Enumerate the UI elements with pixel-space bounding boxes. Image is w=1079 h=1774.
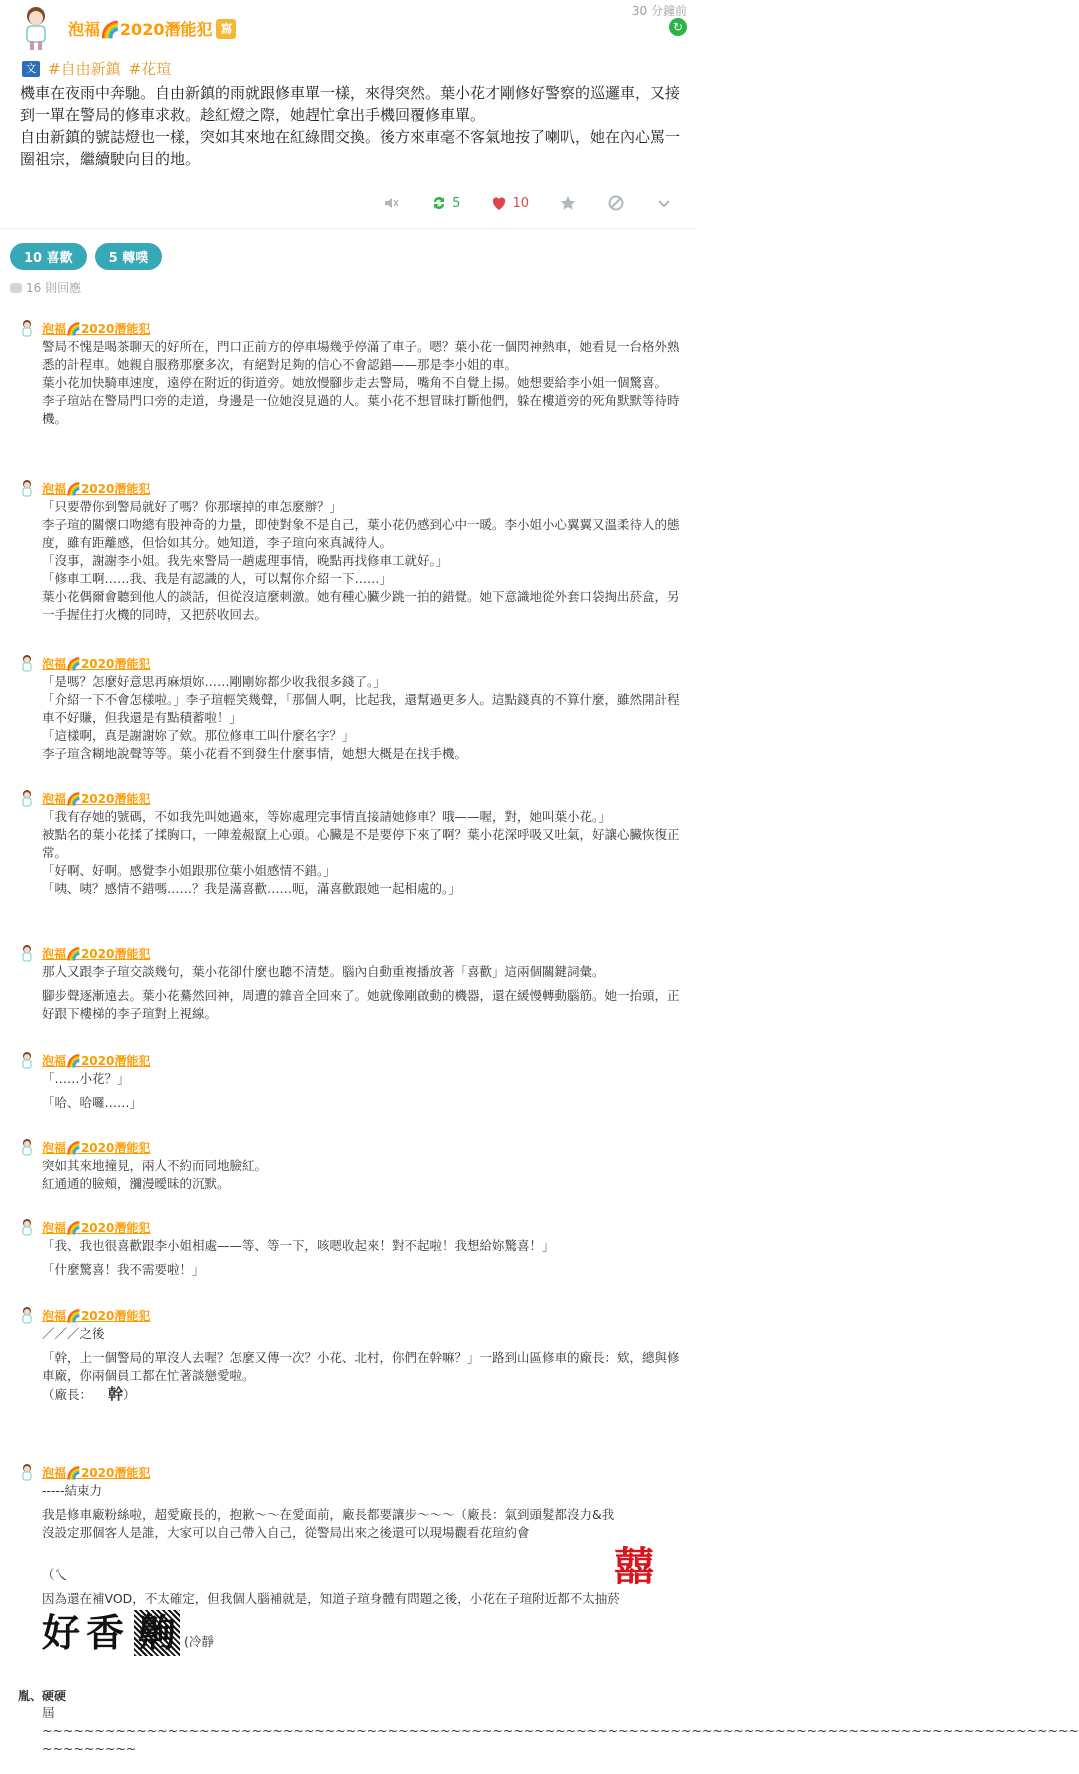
reply-body: [42, 1157, 688, 1193]
reply-body: [42, 1482, 688, 1656]
refresh-icon[interactable]: ↻: [669, 18, 687, 36]
reply-header: [18, 1217, 688, 1237]
star-icon: [559, 194, 577, 212]
reply-line: 「沒事，謝謝李小姐。我先來警局一趟處理事情，晚點再找修車工就好。」: [42, 553, 449, 568]
post-author-name[interactable]: 泡福🌈2020潛能犯: [68, 20, 213, 39]
reply-body: [42, 1325, 688, 1404]
reply-body: [42, 338, 688, 428]
reply-line: 葉小花偶爾會聽到他人的談話，但從沒這麼刺激。她有種心臟少跳一拍的錯覺。她下意識地從外套口袋掏出菸盒，另一手握住打火機的同時，又把菸收回去。: [42, 589, 680, 622]
sticker-box: 齁: [134, 1610, 180, 1656]
reply-author[interactable]: 胤、硬硬: [18, 1689, 67, 1703]
mute-icon: [382, 194, 400, 212]
reply-emphasis: 幹: [108, 1385, 124, 1403]
reply: [18, 1462, 688, 1656]
reply-line: 警局不愧是喝茶聊天的好所在，門口正前方的停車場幾乎停滿了車子。嗯？葉小花一個閃神熱車，她看見一台格外熟悉的計程車。她親自服務那麼多次，有絕對足夠的信心不會認錯——那是李小姐的車。: [42, 339, 680, 372]
reply-line: 「什麼驚喜！我不需要啦！」: [42, 1262, 205, 1277]
main-post: [0, 0, 697, 224]
post-stats: [10, 243, 162, 270]
reply-body: [42, 963, 688, 1023]
reply: [18, 943, 688, 1023]
author-avatar[interactable]: [14, 4, 58, 52]
reply-header: [18, 1305, 688, 1325]
reply-line: 「……小花？」: [42, 1071, 130, 1086]
like-count: 10: [512, 195, 529, 211]
reply-avatar[interactable]: [18, 318, 36, 338]
reply-line: 我是修車廠粉絲啦，超愛廠長的，抱歉～～在愛面前，廠長都要讓步～～～（廠長：氣到頭髮都沒力&我沒設定那個客人是誰，大家可以自己帶入自己，從警局出來之後還可以現場觀看花瑄約會: [42, 1507, 615, 1540]
reply-line: -----結束力: [42, 1483, 103, 1498]
more-button[interactable]: [655, 194, 673, 212]
reply-body: [42, 673, 688, 763]
reply-header: [18, 943, 688, 963]
post-tags: [22, 58, 171, 79]
reply-author[interactable]: 泡福🌈2020潛能犯: [42, 1308, 151, 1323]
reply-line: 屆: [42, 1705, 55, 1720]
reply-line: 李子瑄站在警局門口旁的走道，身邊是一位她沒見過的人。葉小花不想冒昧打斷他們，躲在樓道旁的死角默默等待時機。: [42, 393, 680, 426]
reply-avatar[interactable]: [18, 1217, 36, 1237]
divider: [0, 228, 697, 229]
reply-line: 「咦、咦？感情不錯嗎……？我是滿喜歡……呃，滿喜歡跟她一起相處的。」: [42, 881, 461, 896]
reply-header: [18, 653, 688, 673]
reply-author[interactable]: 泡福🌈2020潛能犯: [42, 1053, 151, 1068]
reply-body: [42, 1704, 1079, 1758]
reply-header: [18, 1137, 688, 1157]
reply-avatar[interactable]: [18, 653, 36, 673]
reply-line: 「是嗎？怎麼好意思再麻煩妳……剛剛妳都少收我很多錢了。」: [42, 674, 386, 689]
reply-body: [42, 808, 688, 898]
reply-avatar[interactable]: [18, 1462, 36, 1482]
reply-line: 紅通通的臉頰，瀰漫曖昧的沉默。: [42, 1176, 230, 1191]
reply-line: 「我有存她的號碼，不如我先叫她過來，等妳處理完事情直接請她修車？哦——喔，對，她叫葉小花。」: [42, 809, 611, 824]
like-button[interactable]: [490, 194, 529, 212]
block-button[interactable]: [607, 194, 625, 212]
reply-avatar[interactable]: [18, 1137, 36, 1157]
post-content: [20, 82, 685, 170]
reply-line: 突如其來地撞見，兩人不約而同地臉紅。: [42, 1158, 268, 1173]
comment-icon: [10, 283, 22, 293]
reply-header: [18, 1462, 688, 1482]
reply-line: 「只要帶你到警局就好了嗎？你那壞掉的車怎麼辦？」: [42, 499, 343, 514]
mute-button[interactable]: [382, 194, 400, 212]
post-time: 30 分鐘前: [631, 4, 687, 18]
reply-avatar[interactable]: [18, 1050, 36, 1070]
reply-header: [18, 318, 688, 338]
sticker-text: 好香: [42, 1610, 131, 1655]
chevron-down-icon: [655, 194, 673, 212]
reply-header: [18, 1685, 688, 1704]
reply-author[interactable]: 泡福🌈2020潛能犯: [42, 1220, 151, 1235]
reply-line: ~~~~~~~~~: [42, 1741, 137, 1756]
reposts-pill[interactable]: 5 轉噗: [95, 243, 163, 270]
reply-line: 「幹，上一個警局的單沒人去喔？怎麼又傳一次？小花、北村，你們在幹嘛？」一路到山區修車的廠長：欸，總與修車廠，你兩個員工都在忙著談戀愛啦。: [42, 1350, 680, 1383]
reply-body: [42, 498, 688, 624]
reply-body: [42, 1237, 688, 1279]
reply-header: [18, 788, 688, 808]
reply-avatar[interactable]: [18, 943, 36, 963]
reply: [18, 788, 688, 898]
author-badge: 寫: [216, 19, 236, 39]
reply-author[interactable]: 泡福🌈2020潛能犯: [42, 791, 151, 806]
reply-count: [10, 279, 81, 296]
reply-line: ~~~~~~~~~~~~~~~~~~~~~~~~~~~~~~~~~~~~~~~~~~~~~~~~~~~~~~~~~~~~~~~~~~~~~~~~~~~~~~~~~~~~~~~~~~~~~~~~~~~: [42, 1723, 1079, 1738]
reply-author[interactable]: 泡福🌈2020潛能犯: [42, 481, 151, 496]
reply: [18, 478, 688, 624]
reply-header: [18, 1050, 688, 1070]
reply-line: 被點名的葉小花揉了揉胸口，一陣羞赧竄上心頭。心臟是不是要停下來了啊？葉小花深呼吸又吐氣，好讓心臟恢復正常。: [42, 827, 680, 860]
reply-author[interactable]: 泡福🌈2020潛能犯: [42, 1465, 151, 1480]
reply-author[interactable]: 泡福🌈2020潛能犯: [42, 321, 151, 336]
reply-line: 李子瑄的關懷口吻總有股神奇的力量，即使對象不是自己，葉小花仍感到心中一暖。李小姐小心翼翼又溫柔待人的態度，雖有距離感，但恰如其分。她知道，李子瑄向來真誠待人。: [42, 517, 680, 550]
double-happiness-sticker: 囍: [614, 1543, 654, 1590]
reply-line-text: (冷靜: [183, 1634, 214, 1649]
reply-sticker-row: [42, 1610, 688, 1656]
bookmark-button[interactable]: [559, 194, 577, 212]
reply: [18, 1050, 688, 1112]
reply-body: [42, 1070, 688, 1112]
reply: [18, 1137, 688, 1193]
reply-line: 腳步聲逐漸遠去。葉小花驀然回神，周遭的雜音全回來了。她就像剛啟動的機器，還在緩慢轉動腦筋。她一抬頭，正好跟下樓梯的李子瑄對上視線。: [42, 988, 680, 1021]
post-paragraph: 自由新鎮的號誌燈也一樣，突如其來地在紅綠間交換。後方來車毫不客氣地按了喇叭，她在內心罵一圈祖宗，繼續駛向目的地。: [20, 128, 681, 168]
reply-line: 葉小花加快騎車速度，遠停在附近的街道旁。她放慢腳步走去警局，嘴角不自覺上揚。她想要給李小姐一個驚喜。: [42, 375, 668, 390]
reply-line: 「哈、哈囉……」: [42, 1095, 143, 1110]
reply-line: 因為還在補VOD，不太確定，但我個人腦補就是，知道子瑄身體有問題之後，小花在子瑄附近都不太抽菸: [42, 1591, 620, 1606]
reply: [18, 653, 688, 763]
reply-line: 李子瑄含糊地說聲等等。葉小花看不到發生什麼事情，她想大概是在找手機。: [42, 746, 468, 761]
reply-line: 那人又跟李子瑄交談幾句，葉小花卻什麼也聽不清楚。腦內自動重複播放著「喜歡」這兩個關鍵詞彙。: [42, 964, 605, 979]
reply: [18, 1217, 688, 1279]
reply-author[interactable]: 泡福🌈2020潛能犯: [42, 1140, 151, 1155]
reply-avatar[interactable]: [18, 788, 36, 808]
repost-button[interactable]: [430, 194, 460, 212]
reply: [18, 1685, 1079, 1758]
reply-line: 「我、我也很喜歡跟李小姐相處——等、等一下，咳嗯收起來！對不起啦！我想給妳驚喜！」: [42, 1238, 555, 1253]
reply-author[interactable]: 泡福🌈2020潛能犯: [42, 946, 151, 961]
reply-avatar[interactable]: [18, 1305, 36, 1325]
heart-icon: [490, 194, 508, 212]
reply: [18, 1305, 688, 1404]
reply-line: 「介紹一下不會怎樣啦。」李子瑄輕笑幾聲，「那個人啊，比起我，還幫過更多人。這點錢真的不算什麼，雖然開計程車不好賺，但我還是有點積蓄啦！」: [42, 692, 680, 725]
reply-line: 「好啊、好啊。感覺李小姐跟那位葉小姐感情不錯。」: [42, 863, 336, 878]
reply-avatar[interactable]: [18, 478, 36, 498]
post-actions: [382, 194, 673, 212]
reply: [18, 318, 688, 428]
language-icon[interactable]: 文: [22, 61, 40, 77]
reply-line: （乀: [42, 1567, 68, 1582]
likes-pill[interactable]: 10 喜歡: [10, 243, 87, 270]
reply-line: 「這樣啊，真是謝謝妳了欸。那位修車工叫什麼名字？」: [42, 728, 355, 743]
reply-count-label: 16 則回應: [26, 281, 82, 295]
repost-icon: [430, 194, 448, 212]
repost-count: 5: [452, 195, 461, 211]
tag-2[interactable]: #花瑄: [128, 60, 172, 78]
post-author[interactable]: [68, 17, 236, 40]
reply-author[interactable]: 泡福🌈2020潛能犯: [42, 656, 151, 671]
block-icon: [607, 194, 625, 212]
reply-line: 「修車工啊……我、我是有認識的人，可以幫你介紹一下……」: [42, 571, 393, 586]
reply-header: [18, 478, 688, 498]
post-paragraph: 機車在夜雨中奔馳。自由新鎮的雨就跟修車單一樣，來得突然。葉小花才剛修好警察的巡邏車，又接到一單在警局的修車求救。趁紅燈之際，她趕忙拿出手機回覆修車單。: [20, 84, 681, 124]
reply-line: ／／／之後: [42, 1326, 105, 1341]
reply-line: （廠長： 幹）: [42, 1385, 136, 1403]
reply-line-text: （廠長：: [42, 1387, 93, 1402]
tag-1[interactable]: #自由新鎮: [48, 60, 121, 78]
